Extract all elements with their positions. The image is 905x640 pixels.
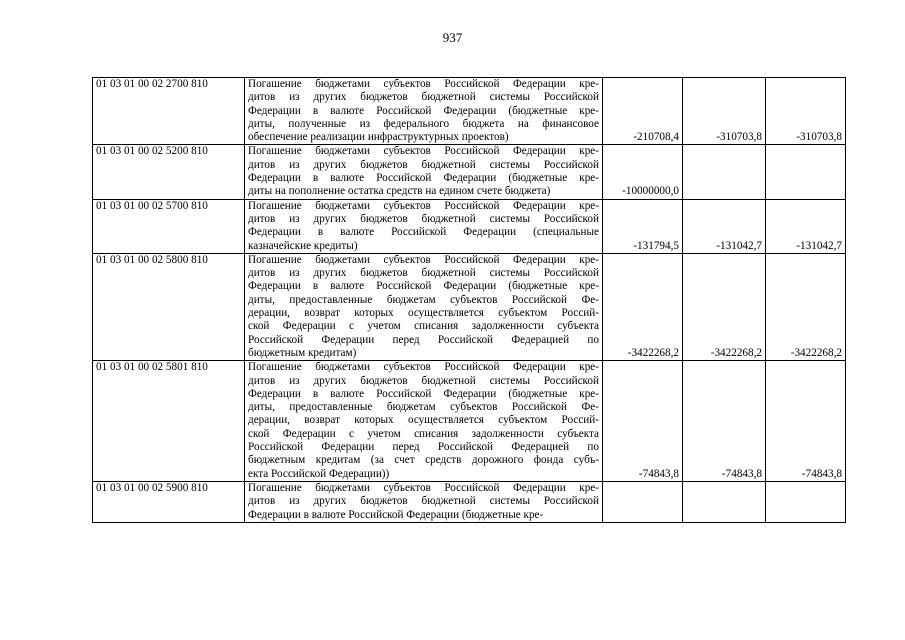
amount-cell-3: -131042,7 xyxy=(766,199,846,253)
description-line: ской Федерации с учетом списания задолженности субъекта xyxy=(248,427,599,440)
amount-cell-2: -131042,7 xyxy=(683,199,766,253)
description-line: Погашение бюджетами субъектов Российской Федерации кре- xyxy=(248,361,599,374)
amount-cell-3: -310703,8 xyxy=(766,78,846,145)
description-cell xyxy=(245,361,603,482)
description-line: Погашение бюджетами субъектов Российской Федерации кре- xyxy=(248,145,599,158)
description-line: Погашение бюджетами субъектов Российской Федерации кре- xyxy=(248,78,599,90)
description-line: Российской Федерации перед Российской Федерацией по xyxy=(248,333,599,346)
description-line: диты, предоставленные бюджетам субъектов Российской Фе- xyxy=(248,293,599,306)
amount-cell-2: -3422268,2 xyxy=(683,253,766,360)
amount-cell-3: -3422268,2 xyxy=(766,253,846,360)
description-cell xyxy=(245,481,603,522)
budget-table xyxy=(92,77,846,523)
description-line: диты на пополнение остатка средств на едином счете бюджета) xyxy=(248,185,551,198)
amount-cell-2: -310703,8 xyxy=(683,78,766,145)
description-line: Федерации в валюте Российской Федерации (бюджетные кре- xyxy=(248,387,599,400)
amount-cell-1: -131794,5 xyxy=(603,199,683,253)
amount-cell-3: -74843,8 xyxy=(766,361,846,482)
description-line: Федерации в валюте Российской Федерации (специальные xyxy=(248,226,599,239)
table-row xyxy=(93,253,846,360)
description-line: Погашение бюджетами субъектов Российской Федерации кре- xyxy=(248,253,599,266)
description-line: казначейские кредиты) xyxy=(248,239,358,252)
table-row xyxy=(93,199,846,253)
description-line: екта Российской Федерации)) xyxy=(248,467,390,480)
page-number: 937 xyxy=(442,30,463,45)
amount-cell-1: -74843,8 xyxy=(603,361,683,482)
budget-code-cell: 01 03 01 00 02 5900 810 xyxy=(93,481,245,522)
description-line: Погашение бюджетами субъектов Российской Федерации кре- xyxy=(248,481,599,494)
amount-cell-3 xyxy=(766,145,846,199)
amount-cell-2: -74843,8 xyxy=(683,361,766,482)
description-line: Федерации в валюте Российской Федерации (бюджетные кре- xyxy=(248,172,599,185)
description-line: обеспечение реализации инфраструктурных проектов) xyxy=(248,131,509,144)
description-cell xyxy=(245,145,603,199)
table-row xyxy=(93,145,846,199)
description-cell xyxy=(245,253,603,360)
amount-cell-1: -210708,4 xyxy=(603,78,683,145)
description-line: ской Федерации с учетом списания задолженности субъекта xyxy=(248,320,599,333)
amount-cell-1: -3422268,2 xyxy=(603,253,683,360)
table-row xyxy=(93,361,846,482)
budget-code-cell: 01 03 01 00 02 5800 810 xyxy=(93,253,245,360)
description-line: диты, предоставленные бюджетам субъектов Российской Фе- xyxy=(248,401,599,414)
description-cell xyxy=(245,199,603,253)
budget-table-body xyxy=(93,78,846,523)
description-line: дитов из других бюджетов бюджетной системы Российской xyxy=(248,212,599,225)
description-line: диты, полученные из федерального бюджета на финансовое xyxy=(248,117,599,130)
budget-code-cell: 01 03 01 00 02 5801 810 xyxy=(93,361,245,482)
amount-cell-1: -10000000,0 xyxy=(603,145,683,199)
budget-code-cell: 01 03 01 00 02 2700 810 xyxy=(93,78,245,145)
description-line: бюджетным кредитам) xyxy=(248,346,357,359)
amount-cell-1 xyxy=(603,481,683,522)
amount-cell-2 xyxy=(683,145,766,199)
description-line: дитов из других бюджетов бюджетной системы Российской xyxy=(248,158,599,171)
budget-code-cell: 01 03 01 00 02 5700 810 xyxy=(93,199,245,253)
description-line: Федерации в валюте Российской Федерации (бюджетные кре- xyxy=(248,280,599,293)
description-cell xyxy=(245,78,603,145)
description-line: бюджетным кредитам (за счет средств дорожного фонда субъ- xyxy=(248,454,599,467)
description-line: Погашение бюджетами субъектов Российской Федерации кре- xyxy=(248,199,599,212)
budget-code-cell: 01 03 01 00 02 5200 810 xyxy=(93,145,245,199)
amount-cell-2 xyxy=(683,481,766,522)
description-line: дитов из других бюджетов бюджетной системы Российской xyxy=(248,495,599,508)
description-line: Российской Федерации перед Российской Федерацией по xyxy=(248,441,599,454)
description-line: Федерации в валюте Российской Федерации (бюджетные кре- xyxy=(248,508,544,521)
description-line: дитов из других бюджетов бюджетной системы Российской xyxy=(248,267,599,280)
amount-cell-3 xyxy=(766,481,846,522)
description-line: дитов из других бюджетов бюджетной системы Российской xyxy=(248,374,599,387)
description-line: дерации, возврат которых осуществляется субъектом Россий- xyxy=(248,414,599,427)
table-row xyxy=(93,481,846,522)
description-line: Федерации в валюте Российской Федерации (бюджетные кре- xyxy=(248,104,599,117)
table-row xyxy=(93,78,846,145)
description-line: дитов из других бюджетов бюджетной системы Российской xyxy=(248,91,599,104)
description-line: дерации, возврат которых осуществляется субъектом Россий- xyxy=(248,307,599,320)
